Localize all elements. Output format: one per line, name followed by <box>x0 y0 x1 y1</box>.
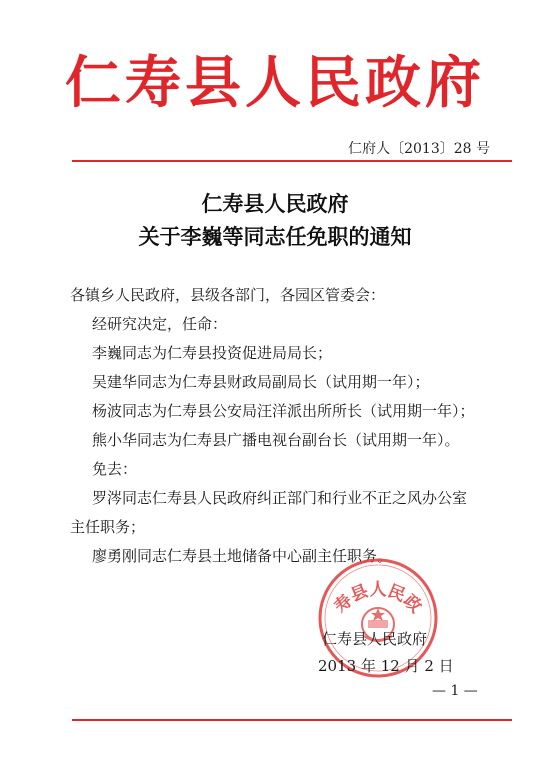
appointment-item: 李巍同志为仁寿县投资促进局局长； <box>92 344 333 362</box>
page-number: — 1 — <box>432 683 478 699</box>
addressee: 各镇乡人民政府，县级各部门，各园区管委会： <box>70 286 386 304</box>
removal-item-1-line-1: 罗涔同志仁寿县人民政府纠正部门和行业不正之风办公室 <box>92 489 468 507</box>
signer-name: 仁寿县人民政府 <box>322 630 428 648</box>
appointment-item: 熊小华同志为仁寿县广播电视台副台长（试用期一年）。 <box>92 431 460 449</box>
seal-arc-text: 寿县人民政 <box>330 580 426 618</box>
removal-intro: 免去： <box>92 460 138 478</box>
notice-body <box>70 281 510 571</box>
notice-title-line-2: 关于李巍等同志任免职的通知 <box>138 224 412 249</box>
document-date: 2013 年 12 月 2 日 <box>318 657 454 675</box>
document-header-title: 仁寿县人民政府 <box>65 50 485 116</box>
removal-item-2: 廖勇刚同志仁寿县土地储备中心副主任职务。 <box>92 547 393 565</box>
appointment-intro: 经研究决定，任命： <box>92 315 228 333</box>
notice-title-line-1: 仁寿县人民政府 <box>201 191 349 216</box>
appointment-item: 杨波同志为仁寿县公安局汪洋派出所所长（试用期一年）； <box>92 402 475 420</box>
document-number: 仁府人〔2013〕28 号 <box>348 141 490 157</box>
footer-red-rule <box>72 719 512 721</box>
removal-item-1-line-2: 主任职务； <box>70 518 146 536</box>
appointment-item: 吴建华同志为仁寿县财政局副局长（试用期一年）； <box>92 373 430 391</box>
header-red-rule <box>72 160 512 162</box>
